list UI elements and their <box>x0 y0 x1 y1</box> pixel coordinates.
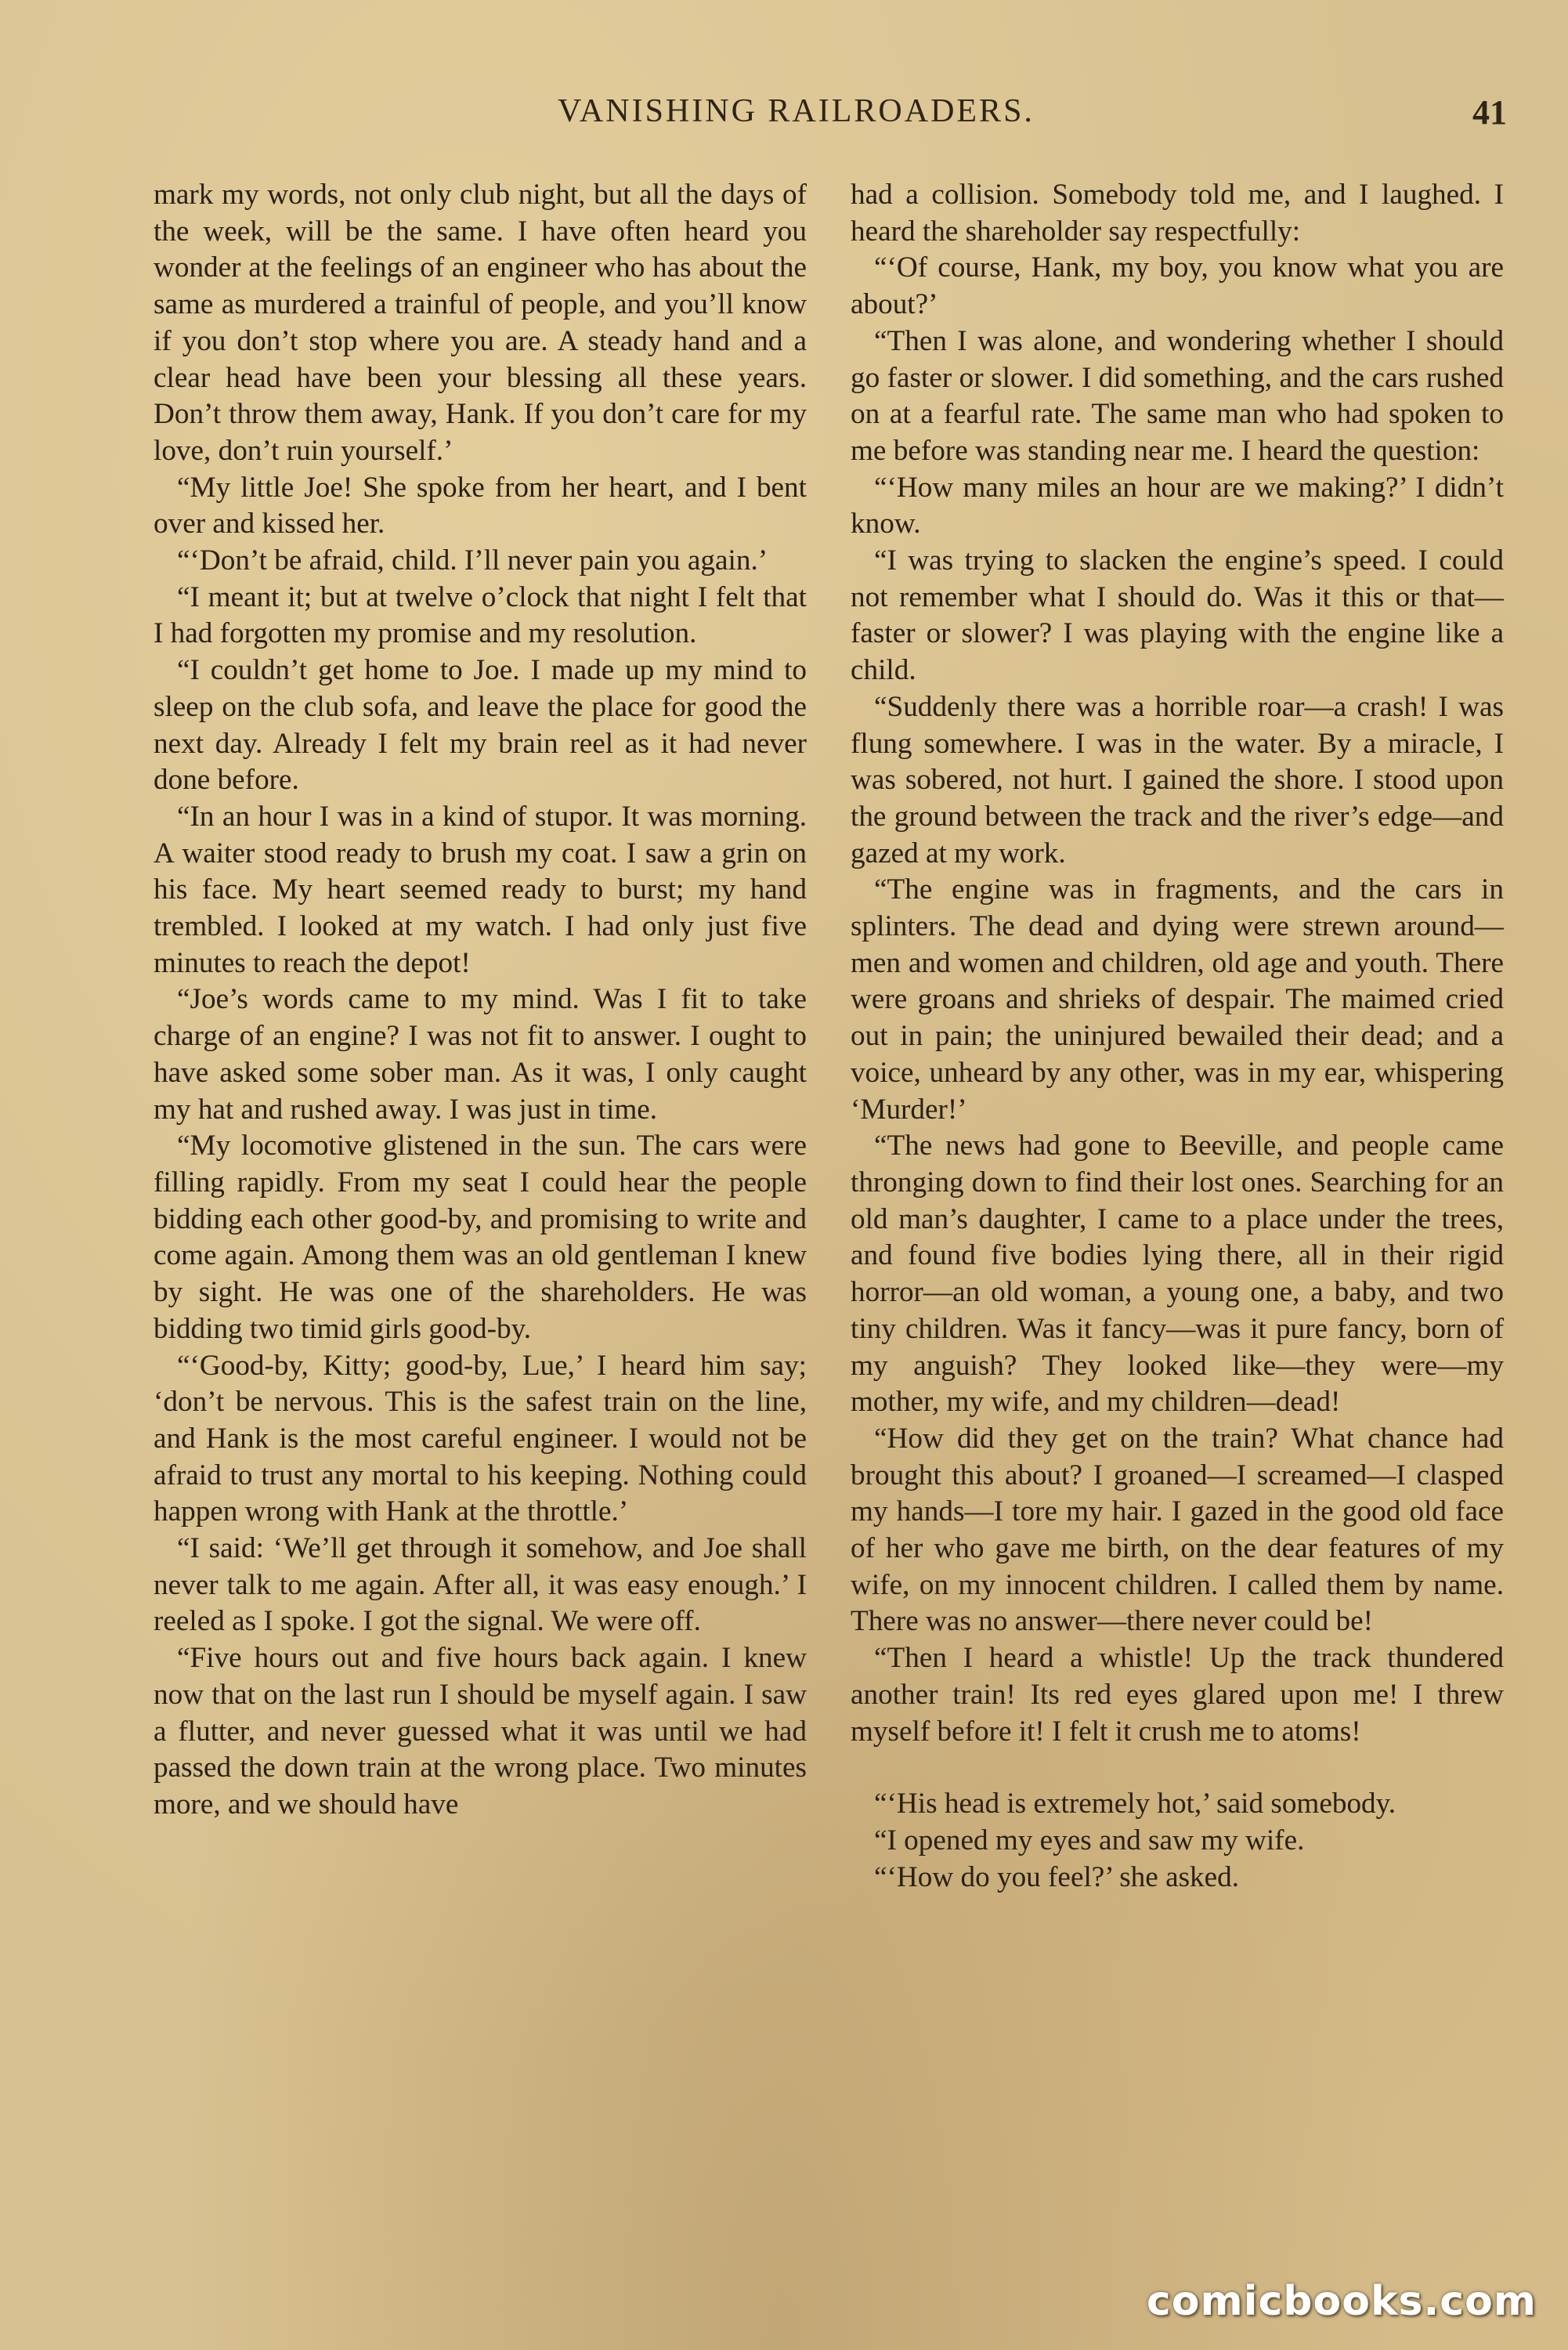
paragraph: mark my words, not only club night, but all the days of the week, will be the same. I have often heard you wonder at the feelings of an engineer who has about the same as murdered a trainful of people, and you’ll know if you don’t stop where you are. A steady hand and a clear head have been your blessing all these years. Don’t throw them away, Hank. If you don’t care for my love, don’t ruin yourself.’ <box>154 179 807 467</box>
paragraph: “Then I was alone, and wondering whether I should go faster or slower. I did something, and the cars rushed on at a fearful rate. The same man who had spoken to me before was standing near me. I heard the question: <box>851 324 1504 467</box>
paragraph: “I said: ‘We’ll get through it somehow, and Joe shall never talk to me again. After all, it was easy enough.’ I reeled as I spoke. I got the signal. We were off. <box>154 1532 807 1638</box>
watermark: comicbooks.com <box>1146 2278 1537 2325</box>
paragraph: “‘How do you feel?’ she asked. <box>874 1860 1240 1893</box>
paragraph: “‘His head is extremely hot,’ said somebody. <box>874 1788 1396 1820</box>
paragraph: “I was trying to slacken the engine’s speed. I could not remember what I should do. Was it this or that—faster or slower? I was playing with the engine like a child. <box>851 544 1504 687</box>
paragraph: “How did they get on the train? What chance had brought this about? I groaned—I screamed—I clasped my hands—I tore my hair. I gazed in the good old face of her who gave me birth, on the dear features of my wife, on my innocent children. I called them by name. There was no answer—there never could be! <box>851 1422 1504 1638</box>
paragraph: “The engine was in fragments, and the cars in splinters. The dead and dying were strewn around—men and women and children, old age and youth. There were groans and shrieks of despair. The maimed cried out in pain; the uninjured bewailed their dead; and a voice, unheard by any other, was in my ear, whispering ‘Murder!’ <box>851 873 1504 1126</box>
paragraph: “My little Joe! She spoke from her heart, and I bent over and kissed her. <box>154 471 807 540</box>
paragraph: “‘Of course, Hank, my boy, you know what you are about?’ <box>851 251 1504 321</box>
right-column <box>851 177 1504 1896</box>
paragraph: “My locomotive glistened in the sun. The cars were filling rapidly. From my seat I could hear the people bidding each other good-by, and promising to write and come again. Among them was an old gentleman I knew by sight. He was one of the shareholders. He was bidding two timid girls good-by. <box>154 1130 807 1345</box>
paragraph: “‘Don’t be afraid, child. I’ll never pain you again.’ <box>177 544 768 577</box>
paragraph: “I opened my eyes and saw my wife. <box>874 1824 1305 1856</box>
paragraph: “Joe’s words came to my mind. Was I fit to take charge of an engine? I was not fit to answer. I ought to have asked some sober man. As it was, I only caught my hat and rushed away. I was just in time. <box>154 983 807 1126</box>
paragraph: “In an hour I was in a kind of stupor. It was morning. A waiter stood ready to brush my coat. I saw a grin on his face. My heart seemed ready to burst; my hand trembled. I looked at my watch. I had only just five minutes to reach the depot! <box>154 800 807 979</box>
page-header <box>154 92 1507 147</box>
paragraph: “I couldn’t get home to Joe. I made up my mind to sleep on the club sofa, and leave the place for good the next day. Already I felt my brain reel as it had never done before. <box>154 654 807 797</box>
running-title: VANISHING RAILROADERS. <box>558 93 1035 129</box>
paragraph: had a collision. Somebody told me, and I laughed. I heard the shareholder say respectfully: <box>851 179 1504 248</box>
page-number: 41 <box>1472 93 1507 132</box>
paragraph: “The news had gone to Beeville, and people came thronging down to find their lost ones. Searching for an old man’s daughter, I came to a place under the trees, and found five bodies lying there, all in their rigid horror—an old woman, a young one, a baby, and two tiny children. Was it fancy—was it pure fancy, born of my anguish? They looked like—they were—my mother, my wife, and my children—dead! <box>851 1130 1504 1419</box>
paragraph: “Suddenly there was a horrible roar—a crash! I was flung somewhere. I was in the water. By a miracle, I was sobered, not hurt. I gained the shore. I stood upon the ground between the track and the river’s edge—and gazed at my work. <box>851 690 1504 870</box>
paragraph: “Then I heard a whistle! Up the track thundered another train! Its red eyes glared upon me! I threw myself before it! I felt it crush me to atoms! <box>851 1642 1504 1748</box>
paragraph: “Five hours out and five hours back again. I knew now that on the last run I should be myself again. I saw a flutter, and never guessed what it was until we had passed the down train at the wrong place. Two minutes more, and we should have <box>154 1642 807 1820</box>
paragraph: “‘Good-by, Kitty; good-by, Lue,’ I heard him say; ‘don’t be nervous. This is the safest train on the line, and Hank is the most careful engineer. I would not be afraid to trust any mortal to his keeping. Nothing could happen wrong with Hank at the throttle.’ <box>154 1349 807 1528</box>
left-column <box>154 177 807 1824</box>
paragraph: “‘How many miles an hour are we making?’ I didn’t know. <box>851 471 1504 540</box>
paragraph: “I meant it; but at twelve o’clock that night I felt that I had forgotten my promise and my resolution. <box>154 580 807 650</box>
